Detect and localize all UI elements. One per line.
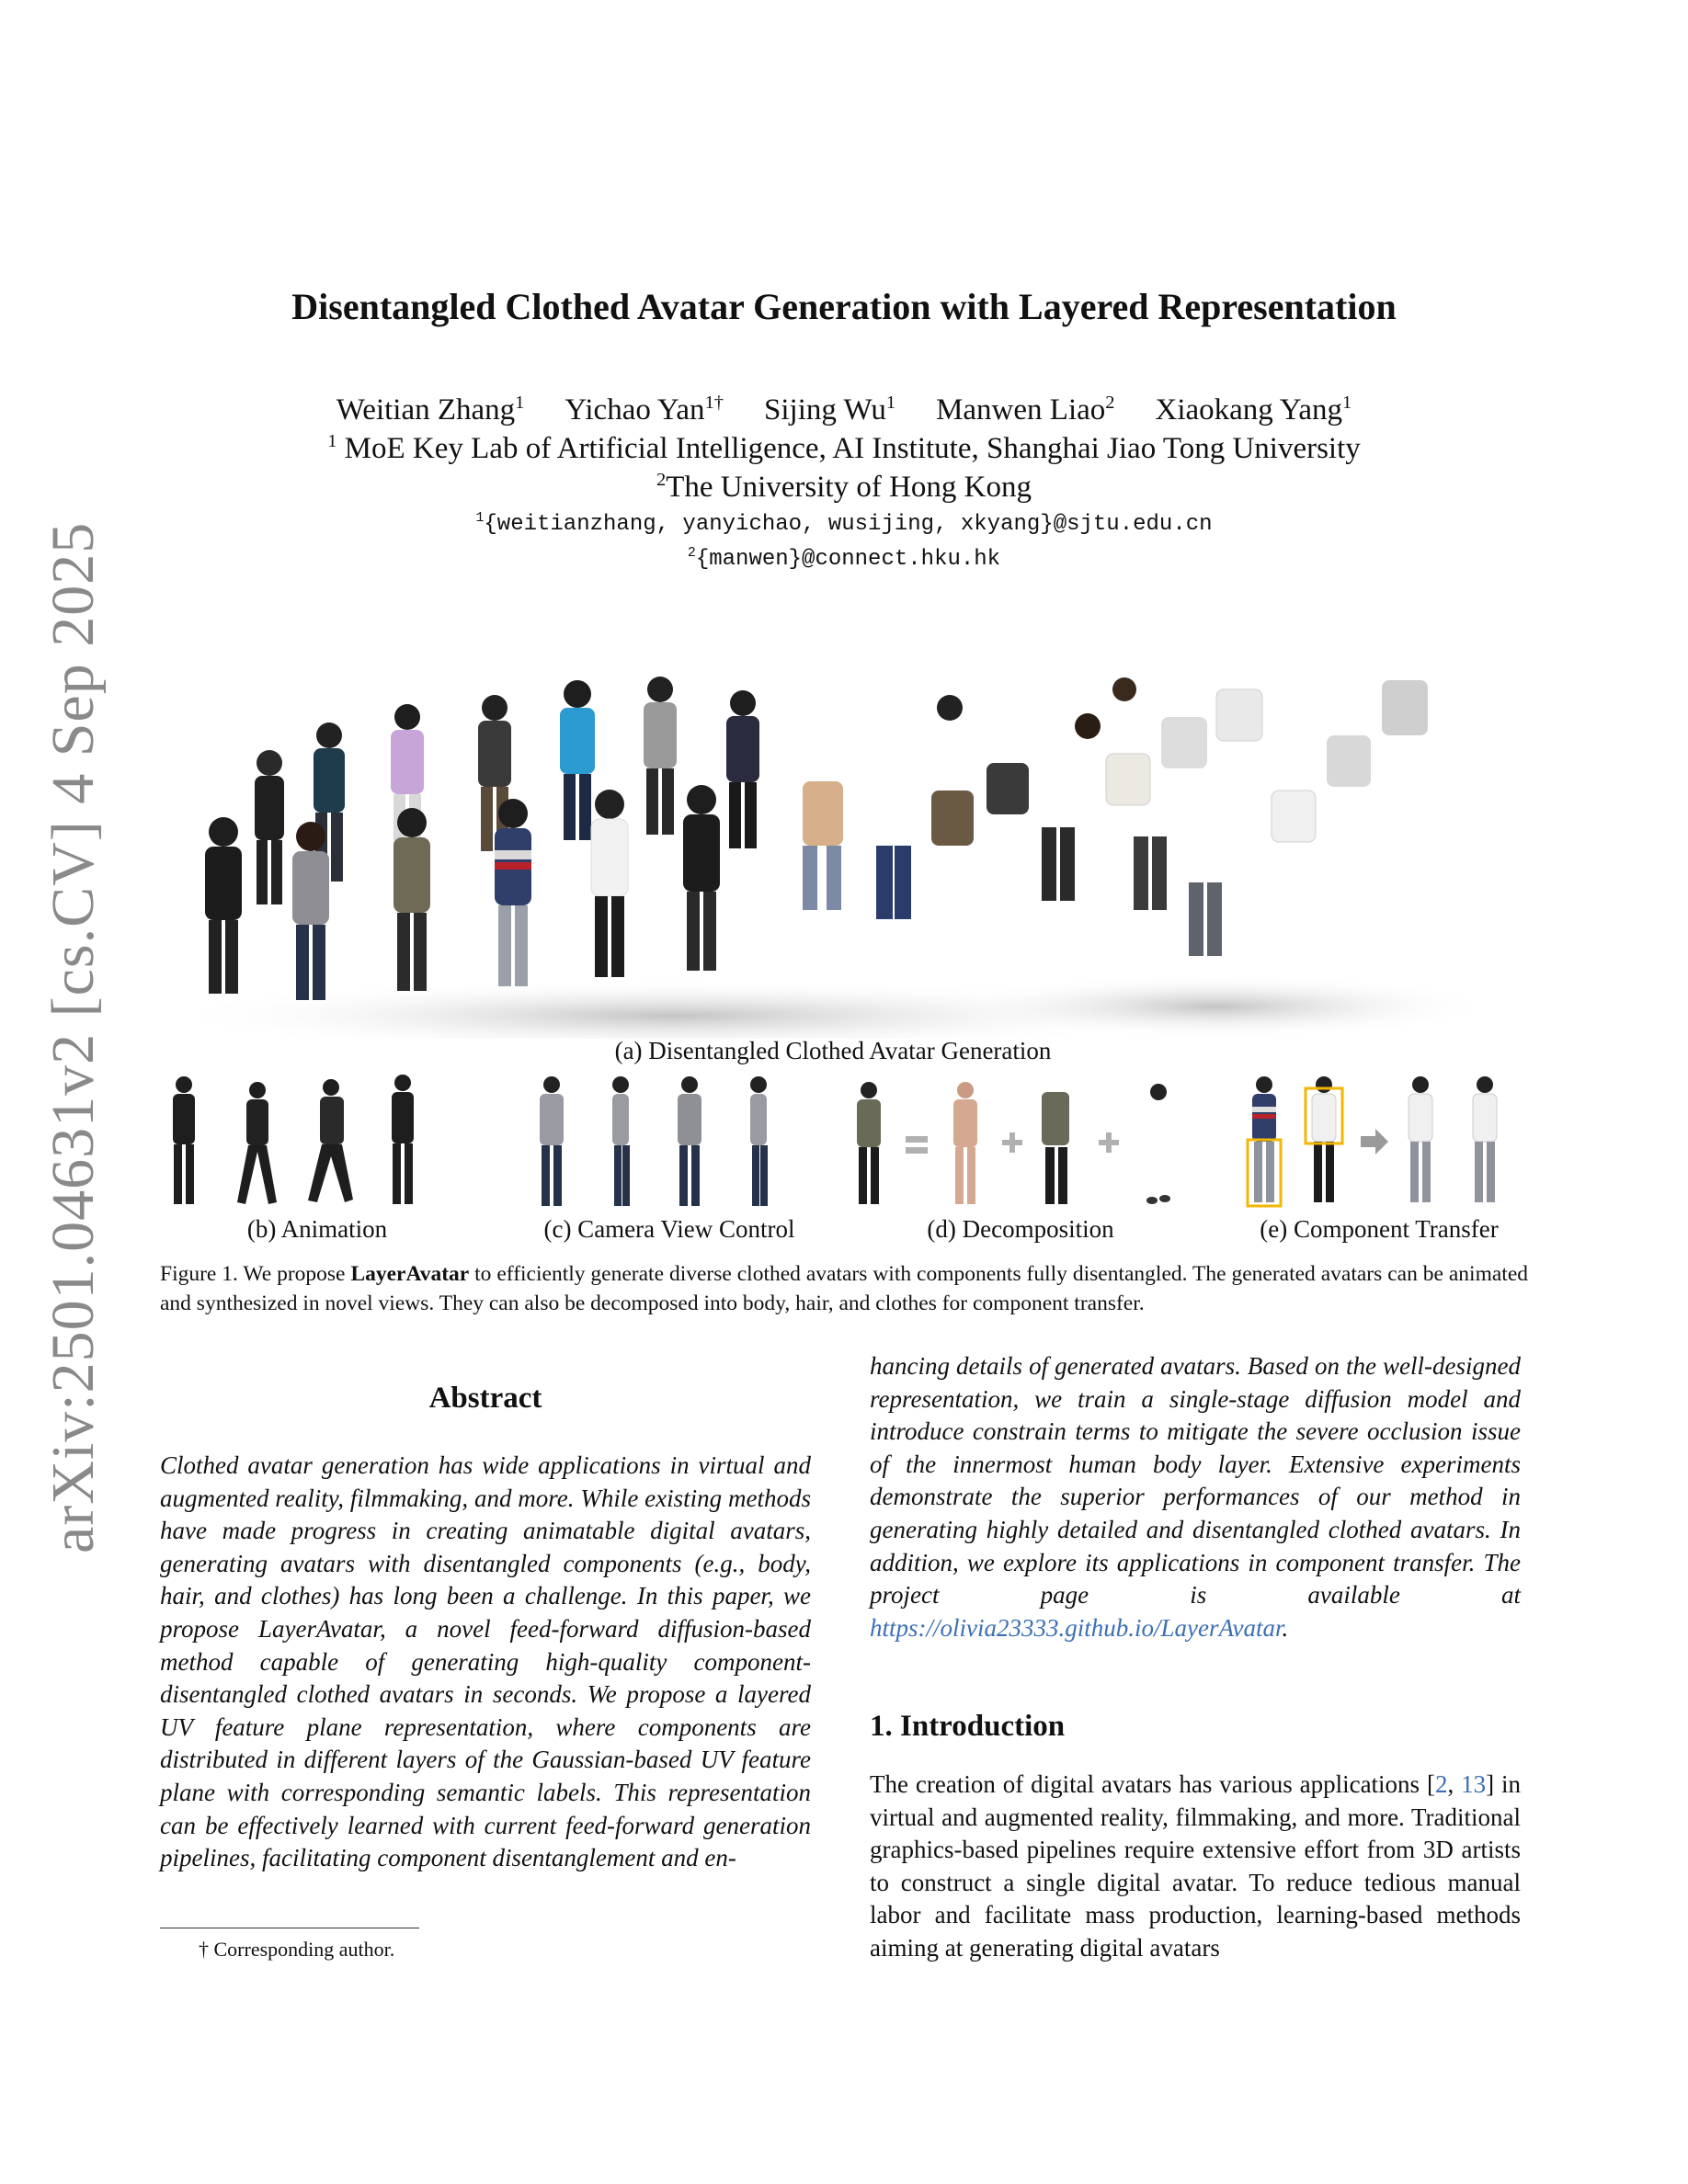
subfigure-animation bbox=[156, 1074, 432, 1211]
author: Yichao Yan$^{1\dagger}$ bbox=[565, 392, 724, 427]
subfigure-label-a: (a) Disentangled Clothed Avatar Generation bbox=[614, 1037, 1052, 1064]
citation-link[interactable]: 2 bbox=[1434, 1770, 1448, 1798]
introduction-heading: 1. Introduction bbox=[870, 1710, 1066, 1743]
author: Manwen Liao$^2$ bbox=[936, 392, 1115, 427]
introduction-paragraph: The creation of digital avatars has various applications [2, 13] in virtual and augmented reality, filmmaking, and more. Traditional graphics-based pipelines require extensive effort from 3D artists to construct a single digital avatar. To reduce tedious manual labor and facilitate mass production, learning-based methods aiming at generating digital avatars bbox=[870, 1770, 1521, 1962]
arxiv-stamp: arXiv:2501.04631v2 [cs.CV] 4 Sep 2025 bbox=[40, 521, 107, 1553]
footnote: † Corresponding author. bbox=[199, 1938, 395, 1961]
subfigure-label-d: (d) Decomposition bbox=[927, 1215, 1114, 1243]
author: Sijing Wu$^1$ bbox=[764, 392, 896, 427]
subfigure-label-e: (e) Component Transfer bbox=[1260, 1215, 1499, 1243]
figure-caption: Figure 1. We propose LayerAvatar to efficiently generate diverse clothed avatars with components fully disentangled. The generated avatars can be animated and synthesized in novel views. They can also be decomposed into body, hair, and clothes for component transfer. bbox=[160, 1262, 1529, 1315]
affiliation: $^1$ MoE Key Lab of Artificial Intelligence, AI Institute, Shanghai Jiao Tong University bbox=[327, 431, 1361, 465]
abstract-heading: Abstract bbox=[428, 1382, 542, 1415]
email-line: $^1${weitianzhang, yanyichao, wusijing, xkyang}@sjtu.edu.cn bbox=[475, 511, 1213, 537]
paper-title: Disentangled Clothed Avatar Generation with Layered Representation bbox=[291, 286, 1397, 327]
abstract-text-right: hancing details of generated avatars. Based on the well-designed representation, we train a single-stage diffusion model and introduce constrain terms to mitigate the severe occlusion issue of the innermost human body layer. Extensive experiments demonstrate the superior performances of our method in generating highly detailed and disentangled clothed avatars. In addition, we explore its applications in component transfer. The project page is available at https://olivia23333.github.io/LayerAvatar. bbox=[870, 1352, 1521, 1642]
subfigure-component-transfer bbox=[1232, 1074, 1526, 1211]
subfigure-camera-view bbox=[515, 1074, 791, 1211]
author: Xiaokang Yang$^1$ bbox=[1155, 392, 1352, 427]
abstract-text-left: Clothed avatar generation has wide applications in virtual and augmented reality, filmmaking, and more. While existing methods have made progress in creating animatable digital avatars, generating avatars with disentangled components (e.g., body, hair, and clothes) has long been a challenge. In this paper, we propose LayerAvatar, a novel feed-forward diffusion-based method capable of generating high-quality component-disentangled clothed avatars in seconds. We propose a layered UV feature plane representation, where components are distributed in different layers of the Gaussian-based UV feature plane with corresponding semantic labels. This representation can be effectively learned with current feed-forward generation pipelines, facilitating component disentanglement and en- bbox=[160, 1451, 811, 1872]
teaser-figure-crowd bbox=[159, 653, 1529, 1039]
subfigure-label-c: (c) Camera View Control bbox=[543, 1215, 795, 1243]
subfigure-decomposition bbox=[832, 1074, 1200, 1211]
author-block bbox=[0, 391, 1688, 578]
project-page-link[interactable]: https://olivia23333.github.io/LayerAvatar bbox=[870, 1613, 1283, 1642]
affiliation: $^2$The University of Hong Kong bbox=[656, 470, 1032, 504]
citation-link[interactable]: 13 bbox=[1461, 1770, 1487, 1798]
subfigure-label-b: (b) Animation bbox=[246, 1215, 388, 1243]
email-line: $^2${manwen}@connect.hku.hk bbox=[687, 546, 1001, 572]
author-list bbox=[0, 391, 1688, 429]
author: Weitian Zhang$^1$ bbox=[336, 392, 525, 427]
